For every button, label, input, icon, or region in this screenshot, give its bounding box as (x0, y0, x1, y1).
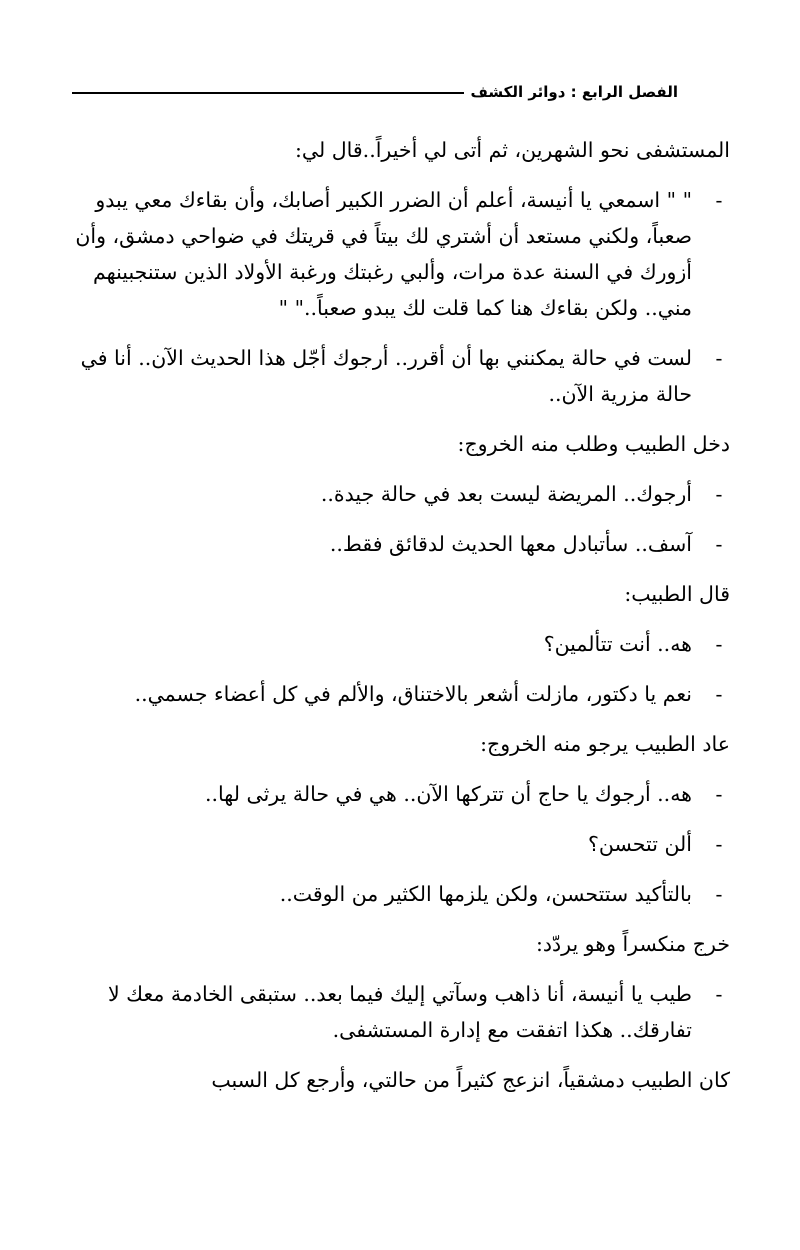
dialogue-line (72, 340, 730, 412)
dialogue-text: بالتأكيد ستتحسن، ولكن يلزمها الكثير من الوقت.. (279, 882, 692, 906)
dialogue-text: نعم يا دكتور، مازلت أشعر بالاختناق، والألم في كل أعضاء جسمي.. (134, 682, 692, 706)
dialogue-text: طيب يا أنيسة، أنا ذاهب وسآتي إليك فيما بعد.. ستبقى الخادمة معك لا تفارقك.. هكذا اتفقت مع إدارة المستشفى. (107, 982, 692, 1042)
dialogue-dash: - (715, 782, 723, 806)
body-text (72, 132, 730, 1112)
dialogue-line (72, 826, 730, 862)
dialogue-dash: - (715, 482, 723, 506)
dialogue-dash: - (715, 532, 723, 556)
dialogue-dash: - (715, 632, 723, 656)
dialogue-text: " " اسمعي يا أنيسة، أعلم أن الضرر الكبير أصابك، وأن بقاءك معي يبدو صعباً، ولكني مستعد أن أشتري لك بيتاً في قريتك في ضواحي دمشق، وأن أزورك في السنة عدة مرات، وألبي رغبتك ورغبة الأولاد الذين ستنجبينهم مني.. ولكن بقاءك هنا كما قلت لك يبدو صعباً.." " (75, 188, 692, 320)
running-header (72, 78, 678, 106)
dialogue-dash: - (715, 188, 723, 212)
dialogue-line (72, 626, 730, 662)
paragraph: كان الطبيب دمشقياً، انزعج كثيراً من حالتي، وأرجع كل السبب (211, 1068, 730, 1092)
dialogue-dash: - (715, 882, 723, 906)
paragraph: عاد الطبيب يرجو منه الخروج: (480, 732, 730, 756)
dialogue-dash: - (715, 682, 723, 706)
header-rule (72, 92, 464, 94)
dialogue-text: أرجوك.. المريضة ليست بعد في حالة جيدة.. (320, 482, 692, 506)
dialogue-text: آسف.. سأتبادل معها الحديث لدقائق فقط.. (329, 532, 692, 556)
chapter-title: الفصل الرابع : دوائر الكشف (470, 83, 678, 101)
dialogue-line (72, 182, 730, 326)
paragraph: المستشفى نحو الشهرين، ثم أتى لي أخيراً..قال لي: (294, 138, 730, 162)
dialogue-text: لست في حالة يمكنني بها أن أقرر.. أرجوك أجّل هذا الحديث الآن.. أنا في حالة مزرية الآن.. (80, 346, 692, 406)
dialogue-dash: - (715, 982, 723, 1006)
dialogue-dash: - (715, 832, 723, 856)
paragraph: دخل الطبيب وطلب منه الخروج: (457, 432, 730, 456)
dialogue-text: هه.. أنت تتألمين؟ (543, 632, 692, 656)
dialogue-line (72, 676, 730, 712)
dialogue-line (72, 876, 730, 912)
dialogue-line (72, 476, 730, 512)
dialogue-line (72, 776, 730, 812)
dialogue-text: هه.. أرجوك يا حاج أن تتركها الآن.. هي في حالة يرثى لها.. (205, 782, 692, 806)
dialogue-line (72, 526, 730, 562)
paragraph: قال الطبيب: (624, 582, 730, 606)
paragraph: خرج منكسراً وهو يردّد: (535, 932, 730, 956)
dialogue-dash: - (715, 346, 723, 370)
dialogue-text: ألن تتحسن؟ (588, 832, 692, 856)
dialogue-line (72, 976, 730, 1048)
